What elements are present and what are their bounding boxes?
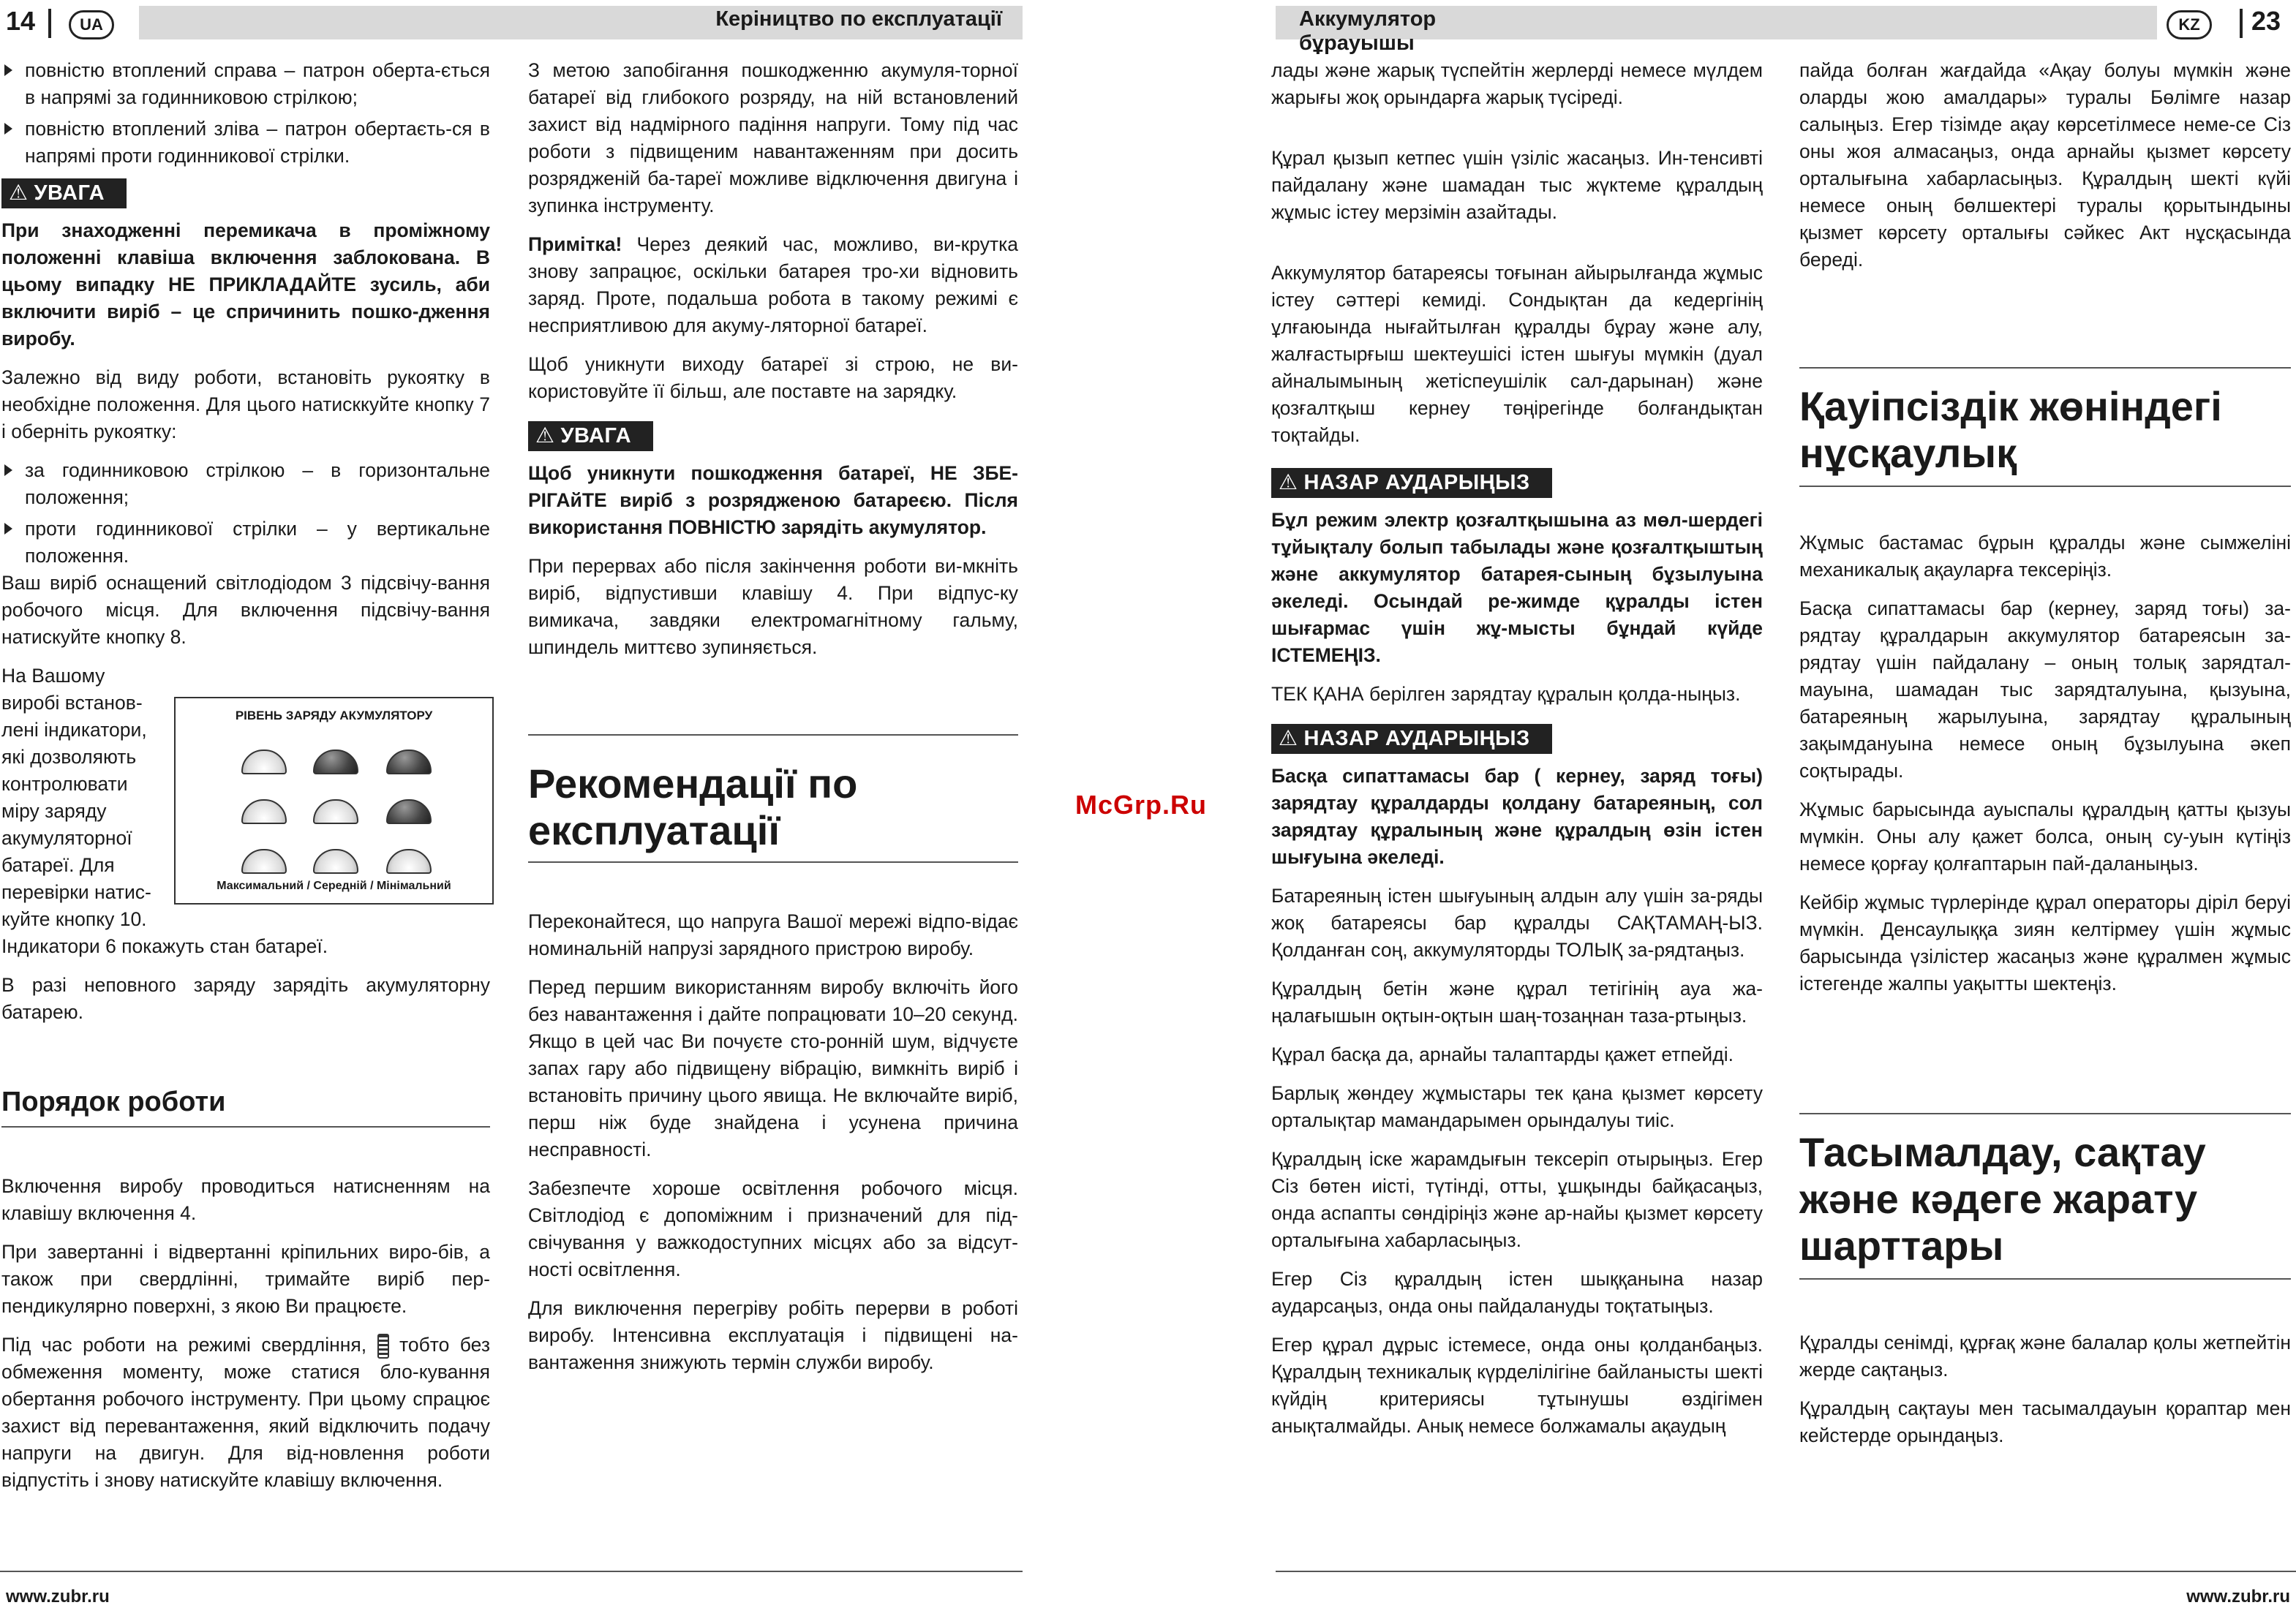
left-lang-badge: UA (69, 10, 114, 39)
indicator-lit-icon (241, 799, 287, 824)
paragraph: Құралды сенімді, құрғақ және балалар қолы жетпейтін жерде сақтаңыз. (1799, 1332, 2291, 1381)
paragraph: Для виключення перегріву робіть перерви в роботі виробу. Інтенсивна експлуатація і підвищені на-вантаження знижують термін служби виробу. (528, 1297, 1018, 1373)
paragraph: Ваш виріб оснащений світлодіодом 3 підсвічу-вання робочого місця. Для включення підсвічу-вання натискуйте кнопку 8. (1, 572, 490, 648)
paragraph: Включення виробу проводиться натисненням на клавішу включення 4. (1, 1175, 490, 1224)
charge-level-caption: Максимальний / Середній / Мінімальний (217, 880, 451, 892)
paragraph: Щоб уникнути виходу батареї зі строю, не ви-користовуйте її більш, але поставте на зарядку. (528, 353, 1018, 402)
paragraph: ТЕК ҚАНА берілген зарядтау құралын қолда-ныңыз. (1271, 683, 1741, 705)
indicator-lit-icon (313, 849, 358, 874)
paragraph: Примітка! Через деякий час, можливо, ви-крутка знову запрацює, оскільки батарея тро-хи відновить заряд. Проте, подальша робота в такому режимі є несприятливою для акуму-ляторної батареї. (528, 233, 1018, 336)
warning-text: Щоб уникнути пошкодження батареї, НЕ ЗБЕ-РІГАйТЕ виріб з розрядженою батареєю. Після використання ПОВНІСТЮ зарядіть акумулятор. (528, 462, 1018, 538)
right-header-divider (2240, 9, 2243, 38)
right-lang-badge: KZ (2167, 10, 2212, 39)
left-header-title: Керіництво по експлуатації (715, 7, 1002, 31)
warning-triangle-icon: ⚠ (9, 181, 29, 205)
right-column-2 (1799, 57, 2291, 1461)
left-footer-rule (0, 1571, 1023, 1572)
section-rule (1799, 486, 2291, 487)
section-rule (528, 861, 1018, 863)
warning-text: Бұл режим электр қозғалтқышына аз мөл-шердегі тұйықталу болып табылады және қозғалтқыштың және аккумулятор батарея-сының бұзылуына әкеледі. Осындай ре-жимде құралды істен шығармас үшін жұ-мысты бұндай күйде ІСТЕМЕҢІЗ. (1271, 509, 1763, 666)
indicator-lit-icon (313, 799, 358, 824)
list-item: за годинниковою стрілкою – в горизонтальне положення; (1, 457, 490, 511)
paragraph: При перервах або після закінчення роботи ви-мкніть виріб, відпустивши клавішу 4. При відпус-ку вимикача, завдяки електромагнітному гальму, шпиндель миттєво зупиняється. (528, 555, 1018, 658)
right-footer-rule (1276, 1571, 2296, 1572)
right-header-title: Аккумулятор бұрауышы (1299, 7, 1437, 55)
list-item: повністю втоплений справа – патрон оберта-ється в напрямі за годинниковою стрілкою; (1, 57, 490, 111)
section-heading: Рекомендації по експлуатації (528, 760, 858, 853)
warning-label: ⚠ НАЗАР АУДАРЫҢЫЗ (1271, 468, 1552, 498)
right-page-number: 23 (2251, 6, 2281, 36)
warning-text: Басқа сипаттамасы бар ( кернеу, заряд тоғы) зарядтау құралдарды қолдану батареяның, сол зарядтау құралының және құралдың өзін істен шығуына әкеледі. (1271, 765, 1763, 868)
warning-label: ⚠ УВАГА (528, 421, 653, 451)
paragraph: Перед першим використанням виробу включіть його без навантаження і дайте попрацювати 10–20 секунд. Якщо в цей час Ви почуєте сто-ронній шум, відчуєте запах гару або підвищену вібрацію, вимкніть виріб і встановіть причину цього явища. Не включайте виріб, перш ніж буде знайдена і усунена причина несправності. (528, 976, 1018, 1160)
list-item: повністю втоплений зліва – патрон обертаєть-ся в напрямі проти годинникової стрілки. (1, 116, 490, 170)
warning-text: При знаходженні перемикача в проміжному положенні клавіша включення заблокована. В цьому випадку НЕ ПРИКЛАДАЙТЕ зусиль, аби включити виріб – це спричинить пошко-дження виробу. (1, 219, 490, 350)
paragraph: пайда болған жағдайда «Ақау болуы мүмкін және оларды жою амалдары» туралы Бөлімге назар салыңыз. Егер тізімде ақау көрсетілмесе неме-се Сіз оны жоя алмасаңыз, онда арнайы қызмет көрсету орталығына хабарласыңыз. Құралдың шекті күйі немесе оның бөлшектері туралы қорытындыны қызмет көрсету орталығы сәйкес Акт нұсқасында береді. (1799, 59, 2291, 271)
paragraph: Құрал басқа да, арнайы талаптарды қажет етпейді. (1271, 1043, 1734, 1065)
paragraph: Құралдың сақтауы мен тасымалдауын қораптар мен кейстерде орындаңыз. (1799, 1397, 2291, 1446)
indicator-off-icon (386, 799, 432, 824)
section-rule (1, 1126, 490, 1128)
paragraph: Жұмыс барысында ауыспалы құралдың қатты қызуы мүмкін. Оны алу қажет болса, оның су-уын күтіңіз немесе қорғау қолғаптарын пай-даланыңыз. (1799, 798, 2291, 875)
paragraph: Жұмыс бастамас бұрын құралды және сымжеліні механикалық ақауларға тексеріңіз. (1799, 532, 2291, 581)
paragraph: При завертанні і відвертанні кріпильних виро-бів, а також при свердлінні, тримайте виріб пер-пендикулярно поверхні, з якою Ви працюєте. (1, 1241, 490, 1317)
indicator-lit-icon (241, 750, 287, 774)
indicator-off-icon (386, 750, 432, 774)
section-heading: Қауіпсіздік жөніндегі нұсқаулық (1799, 383, 2222, 476)
paragraph: Аккумулятор батареясы тоғынан айырылғанда жұмыс істеу сәттері кемиді. Сондықтан да кедергінің ұлғаюында нығайтылған құралды бұрау және алу, жалғастырғыш шектеушісі істен шығуы мүмкін (дуал айналымының жетіспеушілік сал-дарынан) және қозғалтқыш кернеу төңірегінде болғандықтан тоқтайды. (1271, 262, 1763, 446)
paragraph: З метою запобігання пошкодженню акумуля-торної батареї від глибокого розряду, на ній встановлений захист від надмірного падіння напруги. Тому під час роботи з підвищеним навантаженням при досить розрядженій ба-тареї можливе відключення двигуна і зупинка інструменту. (528, 59, 1018, 216)
list-item: проти годинникової стрілки – у вертикальне положення. (1, 516, 490, 570)
left-page-number: 14 (6, 6, 36, 36)
left-footer-url: www.zubr.ru (6, 1587, 110, 1606)
warning-label: ⚠ НАЗАР АУДАРЫҢЫЗ (1271, 724, 1552, 754)
section-heading: Тасымалдау, сақтау және кәдеге жарату шарттары (1799, 1129, 2206, 1269)
paragraph: Барлық жөндеу жұмыстары тек қана қызмет көрсету орталықтар мамандарымен орындалуы тиіс. (1271, 1082, 1763, 1131)
watermark: McGrp.Ru (1075, 790, 1208, 820)
paragraph: В разі неповного заряду зарядіть акумуляторну батарею. (1, 974, 490, 1023)
right-footer-url: www.zubr.ru (2186, 1587, 2290, 1606)
paragraph: Егер Сіз құралдың істен шыққанына назар аударсаңыз, онда оны пайдалануды тоқтатыңыз. (1271, 1268, 1763, 1317)
indicator-off-icon (313, 750, 358, 774)
paragraph: Егер құрал дұрыс істемесе, онда оны қолданбаңыз. Құралдың техникалық күрделілігіне байланысты шекті күйдің критериясы тұтынушы өздігімен анықталмайды. Анық немесе болжамалы ақаудың (1271, 1334, 1763, 1437)
left-header-divider (48, 9, 51, 38)
paragraph: Кейбір жұмыс түрлерінде құрал операторы діріл беруі мүмкін. Денсаулыққа зиян келтірмеу үшін жұмыс барысында үзілістер жасаңыз және құралмен жұмыс істегенде жалпы уақытты шектеңіз. (1799, 891, 2291, 994)
paragraph: На Вашому виробі встанов-лені індикатори, які дозволяють контролювати міру заряду акумуляторної батареї. Для перевірки натис-куйте кнопку 10. (1, 665, 151, 930)
paragraph: Батареяның істен шығуының алдын алу үшін за-ряды жоқ батареясы бар құралды САҚТАМАҢ-ЫЗ. Қолданған соң, аккумуляторды ТОЛЫҚ за-рядтаңыз. (1271, 885, 1763, 961)
paragraph: Забезпечте хороше освітлення робочого місця. Світлодіод є допоміжним і призначений для під-свічування у важкодоступних місцях або за відсут-ності освітлення. (528, 1177, 1018, 1280)
right-column-1 (1271, 57, 1763, 1451)
section-rule (1799, 367, 2291, 369)
paragraph: Құралдың іске жарамдығын тексеріп отырыңыз. Егер Сіз бөтен иісті, түтінді, отты, ұшқынды байқасаңыз, онда аспапты сөндіріңіз және ар-найы қызмет көрсету орталығына хабарласыңыз. (1271, 1148, 1763, 1251)
section-title: Порядок роботи (1, 1087, 226, 1117)
paragraph: Під час роботи на режимі свердління, тобто без обмеження моменту, може статися бло-кування обертання робочого інструменту. При цьому спрацює захист від перевантаження, який відключить подачу напруги на двигун. Для від-новлення роботи відпустіть і знову натискуйте клавішу включення. (1, 1334, 490, 1491)
section-rule (528, 734, 1018, 736)
warning-triangle-icon: ⚠ (535, 424, 555, 448)
paragraph: Переконайтеся, що напруга Вашої мережі відпо-відає номинальній напрузі зарядного пристрою виробу. (528, 910, 1018, 959)
indicator-lit-icon (386, 849, 432, 874)
left-column-2 (528, 57, 1018, 1388)
charge-level-title: РІВЕНЬ ЗАРЯДУ АКУМУЛЯТОРУ (235, 709, 433, 722)
paragraph: лады және жарық түспейтін жерлерді немесе мүлдем жарығы жоқ орындарға жарық түсіреді. (1271, 59, 1763, 108)
section-rule (1799, 1278, 2291, 1280)
warning-label: ⚠ УВАГА (1, 178, 127, 208)
note-label: Примітка! (528, 233, 622, 255)
paragraph: Басқа сипаттамасы бар (кернеу, заряд тоғы) за-рядтау құралдарын аккумулятор батареясын за-рядтау үшін пайдалану – оның толық зарядтал-мауына, шамадан тыс зарядталуына, қызуына, батареяның жарылуына, зарядтау құралының зақымдануына немесе оның бұзылуына әкеп соқтырады. (1799, 597, 2291, 782)
paragraph: Індикатори 6 покажуть стан батареї. (1, 935, 328, 957)
indicator-lit-icon (241, 849, 287, 874)
paragraph: Құралдың бетін және құрал тетігінің ауа жа-ңалағышын оқтын-оқтын шаң-тозаңнан таза-ртыңыз. (1271, 978, 1763, 1027)
paragraph: Құрал қызып кетпес үшін үзіліс жасаңыз. Ин-тенсивті пайдалану және шамадан тыс жүктеме құралдың жұмыс істеу мерзімін азайтады. (1271, 147, 1763, 223)
drill-mode-icon (377, 1334, 389, 1359)
warning-triangle-icon: ⚠ (1279, 727, 1298, 750)
section-rule (1799, 1113, 2291, 1114)
warning-triangle-icon: ⚠ (1279, 471, 1298, 494)
paragraph: Залежно від виду роботи, встановіть рукоятку в необхідне положення. Для цього натисккуйте кнопку 7 і оберніть рукоятку: (1, 366, 490, 442)
charge-level-diagram (174, 697, 494, 905)
